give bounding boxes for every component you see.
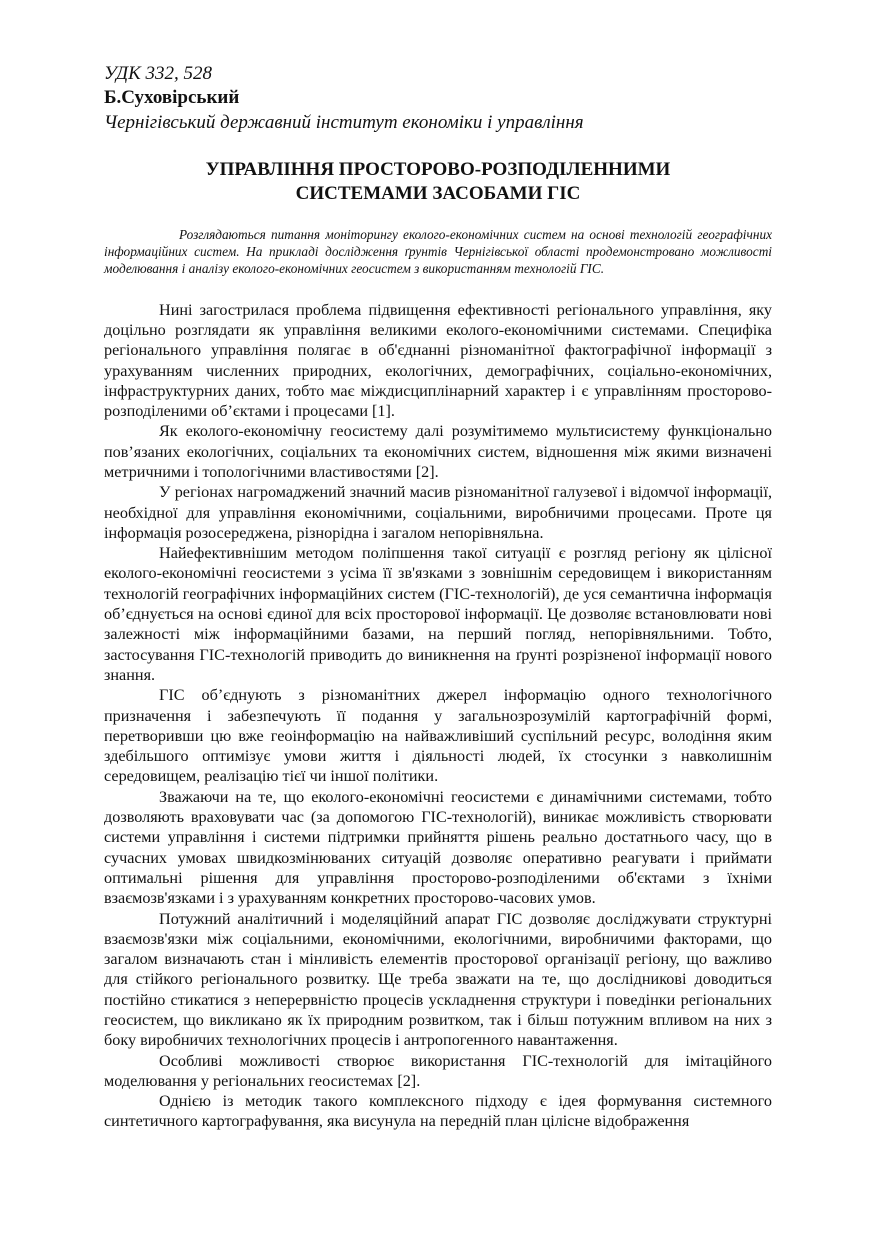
abstract: Розглядаються питання моніторингу еколого-економічних систем на основі технологій географічних інформаційних систем. На прикладі дослідження ґрунтів Чернігівської області продемонстровано можливості моделювання і аналізу еколого-економічних геосистем з використанням технологій ГІС. [104, 227, 772, 277]
paper-page [104, 62, 772, 1132]
paragraph: ГІС об’єднують з різноманітних джерел інформацію одного технологічного призначення і забезпечують її подання у загальнозрозумілій картографічній формі, перетворивши цю вже геоінформацію на найважливіший суспільний ресурс, володіння яким здебільшого оптимізує умови життя і діяльності людей, їх стосунки з навколишнім середовищем, реалізацію тієї чи іншої політики. [104, 686, 772, 786]
paragraph: Особливі можливості створює використання ГІС-технологій для імітаційного моделювання у регіональних геосистемах [2]. [104, 1051, 772, 1090]
paragraph: Однією із методик такого комплексного підходу є ідея формування системного синтетичного картографування, яка висунула на передній план цілісне відображення [104, 1092, 772, 1131]
paper-title-line-1: УПРАВЛІННЯ ПРОСТОРОВО-РОЗПОДІЛЕННИМИ [205, 159, 671, 180]
paragraph: Зважаючи на те, що еколого-економічні геосистеми є динамічними системами, тобто дозволяють враховувати час (за допомогою ГІС-технологій), виникає можливість створювати системи управління і системи підтримки прийняття рішень реально достатнього часу, що в сучасних умовах швидкозмінюваних ситуацій дозволяє оперативно реагувати і приймати оптимальні рішення для управління просторово-розподіленими об'єктами з їхніми взаємозв'язками і з урахуванням конкретних просторово-часових умов. [104, 787, 772, 908]
paper-title [104, 158, 772, 206]
paper-title-line-2: СИСТЕМАМИ ЗАСОБАМИ ГІС [295, 183, 581, 204]
paragraph: Як еколого-економічну геосистему далі розумітимемо мультисистему функціонально пов’язаних екологічних, соціальних та економічних систем, відношення між якими визначені метричними і топологічними властивостями [2]. [104, 422, 772, 481]
udc-code: УДК 332, 528 [104, 63, 212, 84]
body-text [104, 300, 772, 1132]
paragraph: Потужний аналітичний і моделяційний апарат ГІС дозволяє досліджувати структурні взаємозв'язки між соціальними, економічними, екологічними, виробничими факторами, що загалом визначають стан і мінливість елементів просторової організації регіону, що важливо для стійкого регіонального розвитку. Ще треба зважати на те, що дослідникові доводиться постійно стикатися з неперервністю процесів ускладнення структури і поведінки регіональних геосистем, що викликано як їх природним розвитком, так і більш потужним впливом на них з боку виробничих технологічних процесів і антропогенного навантаження. [104, 909, 772, 1050]
paragraph: Нині загострилася проблема підвищення ефективності регіонального управління, яку доцільно розглядати як управління великими еколого-економічними системами. Специфіка регіонального управління полягає в об'єднанні різноманітної фактографічної інформації з урахуванням численних природних, екологічних, демографічних, соціально-економічних, інфраструктурних даних, тобто має міждисциплінарний характер і є управлінням просторово-розподіленими об’єктами і процесами [1]. [104, 300, 772, 421]
paragraph: У регіонах нагромаджений значний масив різноманітної галузевої і відомчої інформації, необхідної для управління економічними, соціальними, виробничими процесами. Проте ця інформація розосереджена, різнорідна і загалом непорівняльна. [104, 483, 772, 542]
paragraph: Найефективнішим методом поліпшення такої ситуації є розгляд регіону як цілісної еколого-економічні геосистеми з усіма її зв'язками з зовнішнім середовищем і використанням технологій географічних інформаційних систем (ГІС-технологій), де уся семантична інформація об’єднується на основі єдиної для всіх просторової інформації. Це дозволяє встановлювати нові залежності між інформаційними базами, на перший погляд, непорівняльними. Тобто, застосування ГІС-технологій приводить до виникнення на ґрунті розрізненої інформації нового знання. [104, 544, 772, 684]
author-affiliation: Чернігівський державний інститут економіки і управління [104, 112, 584, 133]
author-name: Б.Суховірський [104, 87, 240, 108]
